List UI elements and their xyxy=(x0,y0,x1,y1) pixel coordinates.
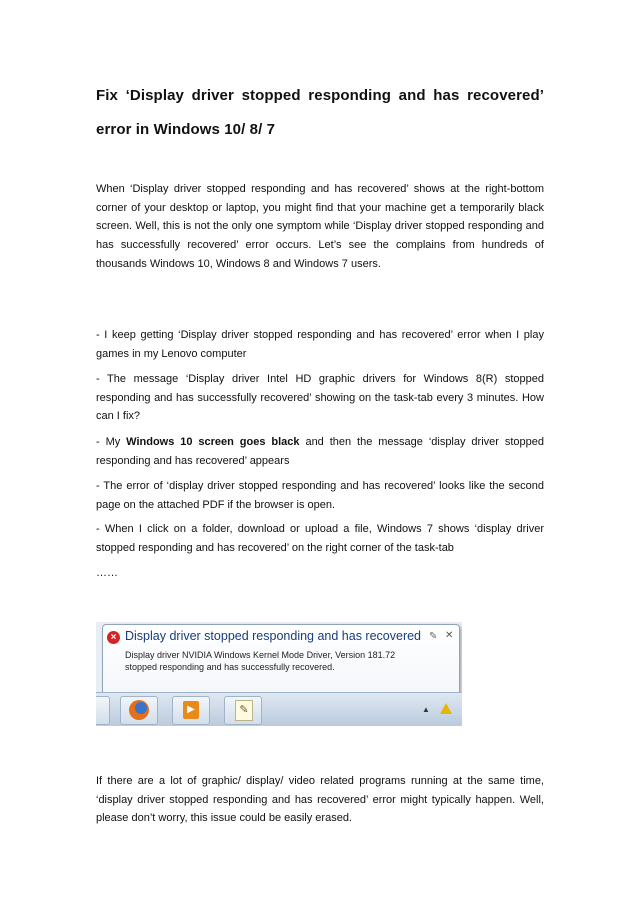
complaint-3-prefix: - My xyxy=(96,436,127,448)
media-player-icon: ▶ xyxy=(183,701,199,719)
warning-icon xyxy=(440,703,452,714)
complaint-2: - The message ‘Display driver Intel HD graphic drivers for Windows 8(R) stopped responding and has successfully recovered’ showing on the task-tab every 3 minutes. How can I fix? xyxy=(96,373,544,423)
error-screenshot xyxy=(96,622,462,726)
intro-paragraph: When ‘Display driver stopped responding and has recovered’ shows at the right-bottom corner of your desktop or laptop, you might find that your machine get a temporarily black screen. Well, this is not the only one symptom while ‘Display driver stopped responding and has successfully recovered’ error occurs. Let’s see the complains from hundreds of thousands Windows 10, Windows 8 and Windows 7 users. xyxy=(96,183,544,270)
taskbar-button-firefox xyxy=(120,696,158,725)
notes-icon: ✎ xyxy=(235,700,253,721)
complaint-3-suffix: and then the message ‘display driver stopped responding and has recovered’ appears xyxy=(96,436,544,467)
complaint-5: - When I click on a folder, download or upload a file, Windows 7 shows ‘display driver stopped responding and has recovered’ on the right corner of the task-tab xyxy=(96,523,544,554)
popup-title: Display driver stopped responding and has recovered xyxy=(125,629,422,643)
complaint-4: - The error of ‘display driver stopped responding and has recovered’ looks like the second page on the attached PDF if the browser is open. xyxy=(96,480,544,511)
firefox-icon xyxy=(129,700,149,720)
title-line-1: Fix ‘Display driver stopped responding and has recovered’ xyxy=(96,87,544,104)
taskbar xyxy=(96,692,462,726)
pin-icon: ✎ xyxy=(429,631,438,642)
outro-paragraph: If there are a lot of graphic/ display/ video related programs running at the same time, ‘display driver stopped responding and has recovered’ error might typically happen. Well, please don’t worry, this issue could be easily erased. xyxy=(96,775,544,825)
complaint-1: - I keep getting ‘Display driver stopped responding and has recovered’ error when I play games in my Lenovo computer xyxy=(96,329,544,360)
close-icon: ✕ xyxy=(445,630,454,641)
title-line-2: error in Windows 10/ 8/ 7 xyxy=(96,121,276,138)
taskbar-button-notes xyxy=(224,696,262,725)
ellipsis: …… xyxy=(96,567,118,579)
error-icon: × xyxy=(107,631,120,644)
complaint-3-bold: Windows 10 screen goes black xyxy=(126,436,300,448)
complaint-3 xyxy=(96,433,544,470)
taskbar-button-partial xyxy=(96,696,110,725)
tray-arrow-icon: ▲ xyxy=(422,705,430,714)
popup-body: Display driver NVIDIA Windows Kernel Mode Driver, Version 181.72 stopped responding and has successfully recovered. xyxy=(125,650,396,672)
taskbar-button-media xyxy=(172,696,210,725)
